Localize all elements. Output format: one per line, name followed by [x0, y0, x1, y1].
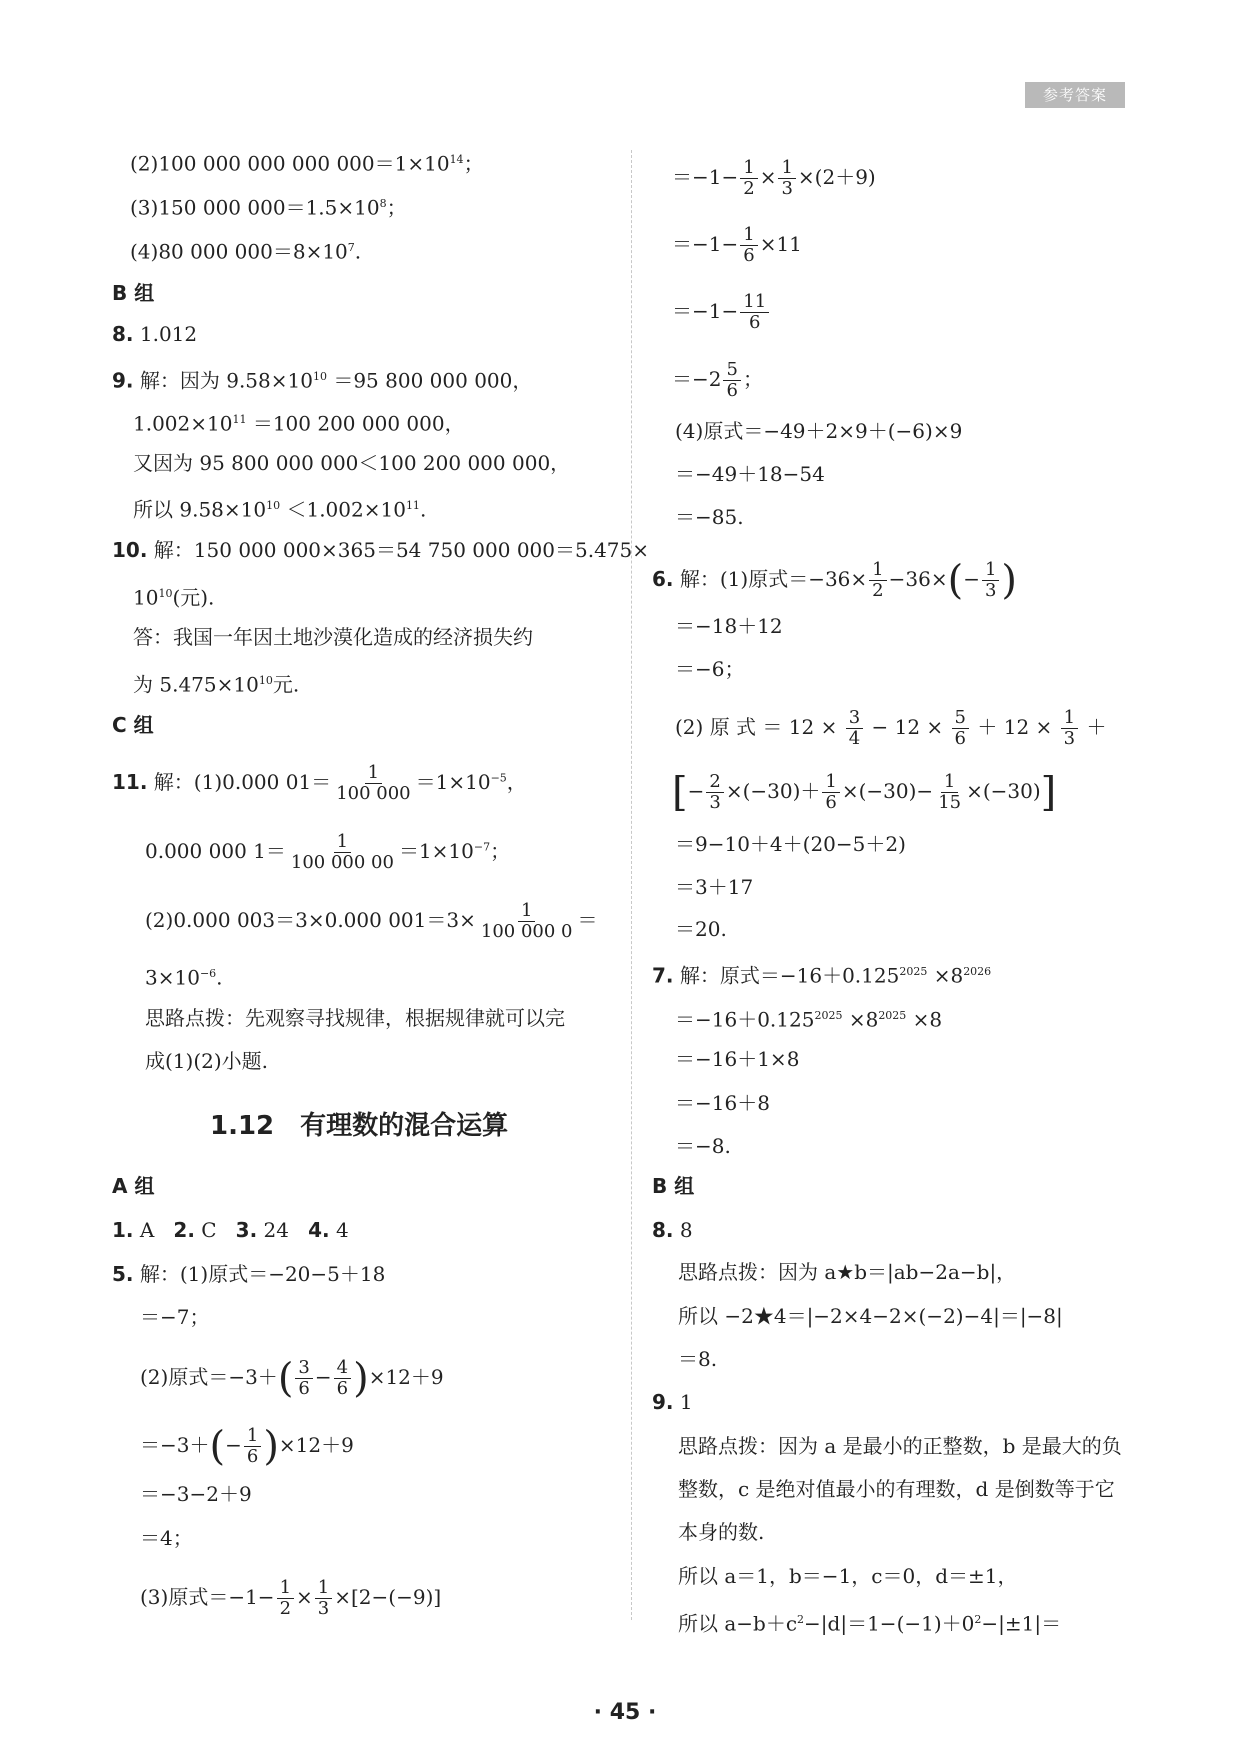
right-line: 思路点拨：因为 a 是最小的正整数，b 是最大的负 [678, 1434, 1122, 1458]
answer-5: 5. 解：(1)原式＝−20−5＋18 [112, 1262, 386, 1286]
answer-6: 6. 解：(1)原式＝−36× $\frac{1}{2}$ −36×(− $\frac{1}{3}$ ) [652, 557, 1018, 604]
left-line: (3)150 000 $000=1.5\times 10^8$； [130, 195, 407, 220]
answer-8: 8. 8 [652, 1218, 693, 1242]
answer-badge: 参考答案 [1025, 82, 1125, 108]
left-line: 为 $5.475\times 10^{10}$元. [133, 672, 300, 697]
left-line: (3)原式＝−1− $\frac{1}{2}$ × $\frac{1}{3}$ ×[2−(−9)] [140, 1577, 442, 1619]
right-line: ＝−8. [675, 1134, 731, 1158]
answer-9: 9. 1 [652, 1390, 693, 1414]
left-line: $3\times 10^{-6}$. [145, 965, 223, 990]
answer-11: 11. 解：(1)0.000 01＝ $\frac{1}{100 000}$ $=1\times 10^{-5}$， [112, 762, 527, 804]
right-line: ＝20. [675, 917, 727, 941]
answer-8: 8. 1.012 [112, 322, 198, 346]
right-line: 所以 $a-b+c^2-|d|=1-(-1)+0^2-|\pm 1|=$ [678, 1611, 1062, 1636]
right-line: ＝−16＋1×8 [675, 1047, 800, 1071]
left-line: ＝−7； [140, 1305, 210, 1329]
right-line: [− $\frac{2}{3}$ ×(−30)＋ $\frac{1}{6}$ ×(−30)− $\frac{1}{15}$ ×(−30)] [672, 769, 1057, 816]
section-title: 1.12 有理数的混合运算 [210, 1111, 509, 1141]
group-heading: B 组 [112, 281, 155, 305]
left-line: ＝4； [140, 1526, 193, 1550]
right-line: ＝−1− $\frac{11}{6}$ [672, 292, 771, 333]
group-heading: C 组 [112, 713, 154, 737]
left-line: (2)原式＝−3＋( $\frac{3}{6}$ − $\frac{4}{6}$ )×12＋9 [140, 1355, 444, 1402]
group-heading: B 组 [652, 1174, 695, 1198]
column-divider [631, 150, 632, 1620]
left-line: 思路点拨：先观察寻找规律，根据规律就可以完 [145, 1006, 565, 1030]
left-line: 所以 $9.58\times 10^{10} <1.002\times 10^{11}$. [133, 497, 427, 522]
right-line: ＝9−10＋4＋(20−5＋2) [675, 832, 906, 856]
right-line: 思路点拨：因为 a★b＝|ab−2a−b|， [678, 1260, 1017, 1284]
right-line: (2) 原 式 ＝ 12 × $\frac{3}{4}$ − 12 × $\frac{5}{6}$ ＋ 12 × $\frac{1}{3}$ ＋ [675, 707, 1107, 749]
right-line: 本身的数. [678, 1520, 765, 1544]
page-number: · 45 · [593, 1700, 657, 1725]
left-line: $1.002\times 10^{11} =100$ 200 000 000， [133, 411, 465, 436]
left-line: 答：我国一年因土地沙漠化造成的经济损失约 [133, 625, 533, 649]
left-line: (2)100 000 000 000 $000=1\times 10^{14}$； [130, 151, 484, 176]
left-line: (2)0.000 003＝3×0.000 001＝3× $\frac{1}{100 000 0}$ ＝ [145, 900, 598, 942]
group-heading: A 组 [112, 1174, 155, 1198]
right-line: $=-16+0.125^{2025} \times 8^{2025} \times 8$ [675, 1007, 943, 1032]
answer-9: 9. 解：因为 $9.58\times 10^{10} =95$ 800 000 000， [112, 368, 533, 393]
left-line: 成(1)(2)小题. [145, 1049, 269, 1073]
right-line: 整数，c 是绝对值最小的有理数，d 是倒数等于它 [678, 1477, 1115, 1501]
right-line: ＝−6； [675, 657, 745, 681]
right-line: ＝−1− $\frac{1}{2}$ × $\frac{1}{3}$ ×(2＋9) [672, 157, 876, 199]
left-line: $10^{10}$(元). [133, 585, 215, 610]
left-line: (4)80 000 $000=8\times 10^7$. [130, 239, 362, 264]
right-line: 所以 a＝1，b＝−1，c＝0，d＝±1， [678, 1564, 1018, 1588]
left-line: ＝−3−2＋9 [140, 1482, 252, 1506]
right-line: ＝−16＋8 [675, 1091, 770, 1115]
right-line: ＝8. [678, 1347, 718, 1371]
answers-1-4: 1. A 2. C 3. 24 4. 4 [112, 1218, 349, 1242]
right-line: ＝−49＋18−54 [675, 462, 825, 486]
right-line: ＝−85. [675, 505, 744, 529]
left-line: 0.000 000 1＝ $\frac{1}{100 000 00}$ $=1\times 10^{-7}$； [145, 831, 511, 873]
answer-10: 10. 解：150 000 000×365＝54 750 000 000＝5.475× [112, 538, 650, 562]
right-line: 所以 −2★4＝|−2×4−2×(−2)−4|＝|−8| [678, 1304, 1063, 1328]
right-line: ＝3＋17 [675, 875, 754, 899]
answer-7: 7. 解：原式$=-16+0.125^{2025} \times 8^{2026}$ [652, 963, 992, 988]
right-line: (4)原式＝−49＋2×9＋(−6)×9 [675, 419, 963, 443]
right-line: ＝−18＋12 [675, 614, 783, 638]
right-line: ＝−2 $\frac{5}{6}$ ； [672, 359, 763, 401]
right-line: ＝−1− $\frac{1}{6}$ ×11 [672, 224, 802, 266]
left-line: 又因为 95 800 000 000＜100 200 000 000， [133, 451, 571, 475]
left-line: ＝−3＋(− $\frac{1}{6}$ )×12＋9 [140, 1423, 354, 1470]
